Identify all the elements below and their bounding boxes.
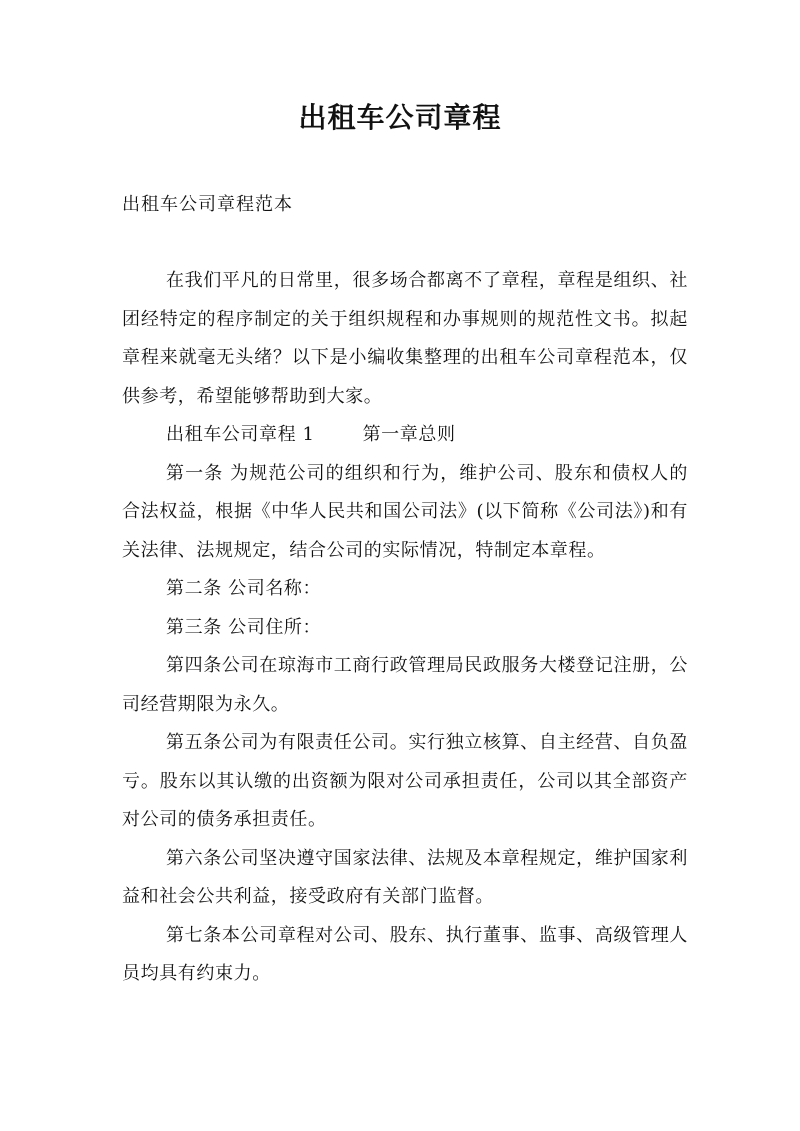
document-body: [122, 262, 688, 994]
article-7: 第七条本公司章程对公司、股东、执行董事、监事、高级管理人员均具有约束力。: [122, 924, 688, 984]
section-heading-right: 第一章总则: [362, 424, 456, 445]
article-5: 第五条公司为有限责任公司。实行独立核算、自主经营、自负盈亏。股东以其认缴的出资额为限对公司承担责任，公司以其全部资产对公司的债务承担责任。: [122, 732, 688, 830]
article-6: 第六条公司坚决遵守国家法律、法规及本章程规定，维护国家利益和社会公共利益，接受政府有关部门监督。: [122, 847, 688, 907]
document-subtitle: 出租车公司章程范本: [122, 194, 293, 215]
intro-paragraph: 在我们平凡的日常里，很多场合都离不了章程，章程是组织、社团经特定的程序制定的关于组织规程和办事规则的规范性文书。拟起章程来就毫无头绪？以下是小编收集整理的出租车公司章程范本，仅供参考，希望能够帮助到大家。: [122, 270, 688, 407]
article-2: 第二条 公司名称：: [166, 578, 322, 599]
article-1: 第一条 为规范公司的组织和行为，维护公司、股东和债权人的合法权益，根据《中华人民共和国公司法》(以下简称《公司法》)和有关法律、法规规定，结合公司的实际情况，特制定本章程。: [122, 462, 688, 561]
document-title: 出租车公司章程: [298, 101, 502, 134]
article-3: 第三条 公司住所：: [166, 616, 322, 638]
section-heading: [122, 416, 688, 455]
article-4: 第四条公司在琼海市工商行政管理局民政服务大楼登记注册，公司经营期限为永久。: [122, 655, 688, 715]
section-heading-left: 出租车公司章程 1: [166, 424, 315, 445]
